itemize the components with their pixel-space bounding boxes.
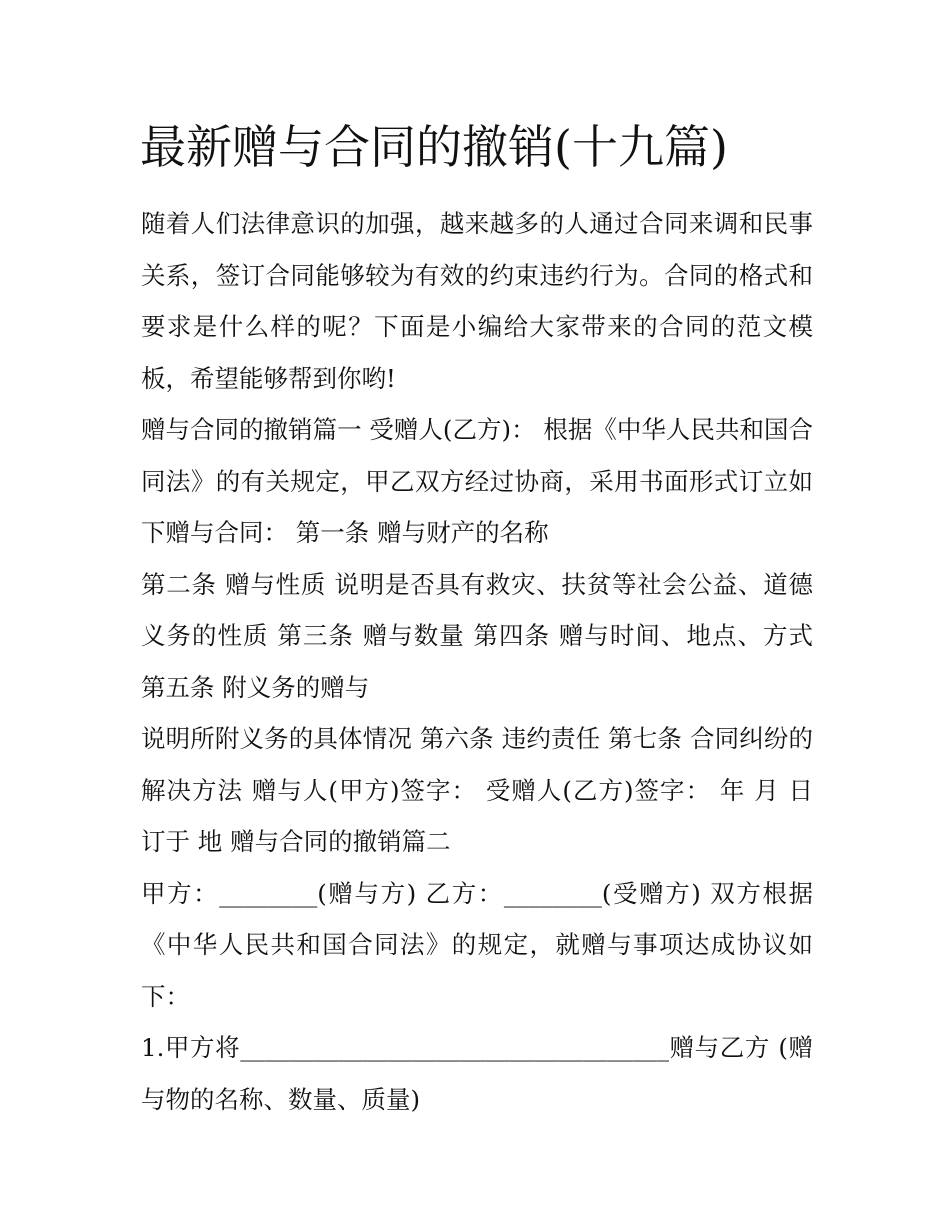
contract-two-clause-one: 1.甲方将___________________________________赠与乙方 (赠与物的名称、数量、质量) <box>141 1033 813 1114</box>
intro-paragraph: 随着人们法律意识的加强，越来越多的人通过合同来调和民事关系，签订合同能够较为有效的约束违约行为。合同的格式和要求是什么样的呢？下面是小编给大家带来的合同的范文模板，希望能够帮到你哟! <box>141 209 813 393</box>
contract-one-articles: 第二条 赠与性质 说明是否具有救灾、扶贫等社会公益、道德义务的性质 第三条 赠与数量 第四条 赠与时间、地点、方式 第五条 附义务的赠与 <box>141 569 813 702</box>
document-title: 最新赠与合同的撤销(十九篇) <box>140 120 728 174</box>
contract-two-parties: 甲方：________(赠与方) 乙方：________(受赠方) 双方根据《中华人民共和国合同法》的规定，就赠与事项达成协议如下： <box>141 878 813 1011</box>
document-body <box>141 198 813 1125</box>
contract-one-preamble: 赠与合同的撤销篇一 受赠人(乙方)： 根据《中华人民共和国合同法》的有关规定，甲乙双方经过协商，采用书面形式订立如下赠与合同： 第一条 赠与财产的名称 <box>141 415 813 547</box>
contract-one-signatures: 说明所附义务的具体情况 第六条 违约责任 第七条 合同纠纷的解决方法 赠与人(甲方)签字： 受赠人(乙方)签字： 年 月 日 订于 地 赠与合同的撤销篇二 <box>141 724 813 856</box>
